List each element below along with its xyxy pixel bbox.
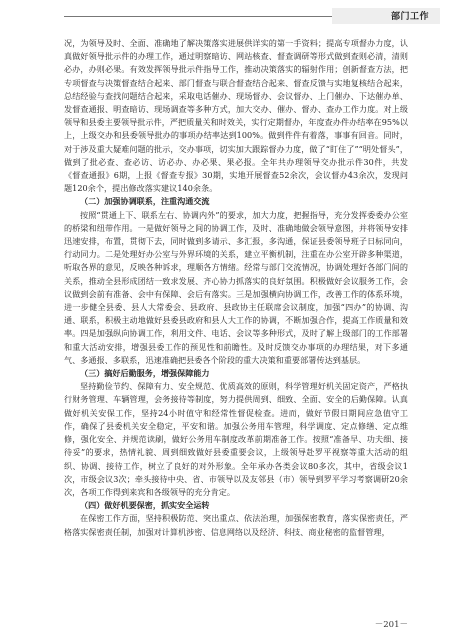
section-heading: （四）做好机要保密，抓实安全运转 (80, 500, 210, 511)
header-rule (64, 16, 332, 17)
page-body (64, 37, 408, 539)
body-paragraph: 在保密工作方面，坚持积极防范、突出重点、依法治理，加强保密教育，落实保密责任，严格落实保密责任制，加强对计算机涉密、信息网络以及经济、科技、商业秘密的监督管理， (64, 513, 408, 537)
body-paragraph: 按照“贯通上下、联系左右、协调内外”的要求，加大力度，把握指导，充分发挥委委办公室的桥梁和纽带作用。一是做好领导之间的协调工作，及时、准确地做会领导意图，并将领导安排迅速安排，布置，贯彻下去，同时做到多请示、多汇报，多沟通，保证县委领导班子日标同向，行动同力。二是处理好办公室与外界环境的关系，建立平衡机制，注重在办公室开辟多种渠道，听取各界的意见，反映各种诉求，理顺各方情绪。经常与部门交流情况，协调处理好各部门间的关系，推动全县形成团结一致求发展、齐心协力抓落实的良好氛围。积极做好会议服务工作，会议做到会前有准备、会中有保障、会后有落实。三是加强横向协调工作，改善工作的体系环境，进一步健全县委、县人大常委会、县政府、县政协主任联席会议制度，加强“四办”的协调、沟通、联系，积极主动地做好县委县政府和县人大工作的协调，不断加强合作，提高工作质量和效率。四是加强纵向协调工作，利用文件、电话、会议等多种形式，及时了解上级部门的工作部署和重大活动安排，增强县委工作的预见性和前瞻性。及时反馈交办事项的办理结果，对下多通气、多通报、多联系，迅速准确把县委各个阶段的重大决策和重要部署传达到基层。 (64, 209, 408, 365)
body-paragraph: 况，为领导及时、全面、准确地了解决策落实进展供详实的第一手资料；提高专项督办力度，认真做好领导批示件的办理工作，通过明察暗访、网站核查、督查调研等形式做到查则必清，清则必办，办则必果。有效发挥领导批示件指导工作，推动决策落实的辐射作用；创新督查方法，把专项督查与决策督查结合起来、部门督查与联合督查结合起来、督查反馈与实地复核结合起来，总结经验与查找问题结合起来，采取电话催办、现场督办、会议督办、上门催办、下达催办单、发督查通报、明查暗访、现场调查等多种方式，加大交办、催办、督办、查办工作力度。对上级领导和县委主要领导批示件，严把质量关和时效关，实行定期督办，年度查办件办结率在95%以上，上级交办和县委领导批办的事项办结率达到100%。做到件件有着落，事事有回音。同时，对于涉及重大疑难问题的批示，交办事项，切实加大跟踪督办力度，做了“盯住了”“明处督头”，做到了批必查、查必访、访必办、办必果、果必报。全年共办理领导交办批示件30件，共发《督查通报》6期，上报《督查专报》30期，实地开展督查52余次，会议督办43余次，发现问题120余个，提出修改落实建议140余条。 (64, 38, 408, 194)
section-title: 部门工作 (390, 12, 429, 22)
section-heading: （二）加强协调联系，注重沟通交流 (80, 196, 210, 207)
body-paragraph: 坚持勤俭节约、保障有力、安全规范、优质高效的原则，科学管理好机关固定资产，严格执行财务管理、车辆管理，会务接待等制度，努力提供周到、细致、全面、安全的后勤保障。认真做好机关安保工作，坚持24小时值守和经常性督促检查。进而，做好节假日期间应急值守工作，确保了县委机关安全稳定，平安和谐。加强公务用车管理，科学调度、定点修缮、定点维修，强化安全、并规范读刷，做好公务用车制度改革前期准备工作。按照“准备早、功夫细、接待妥”的要求，热情礼貌、周到细致做好县委重要会议，上级领导赴罗平视察等重大活动的组织、协调、接待工作，树立了良好的对外形象。全年承办各类会议80多次，其中，省级会议1次，市级会议3次；牵头接待中央、省、市领导以及友邻县（市）领导到罗平学习考察调研20余次，各项工作得到来宾和各级领导的充分肯定。 (64, 381, 408, 497)
section-heading: （三）搞好后勤服务，增强保障能力 (80, 368, 210, 379)
page-number: －201－ (374, 620, 408, 630)
